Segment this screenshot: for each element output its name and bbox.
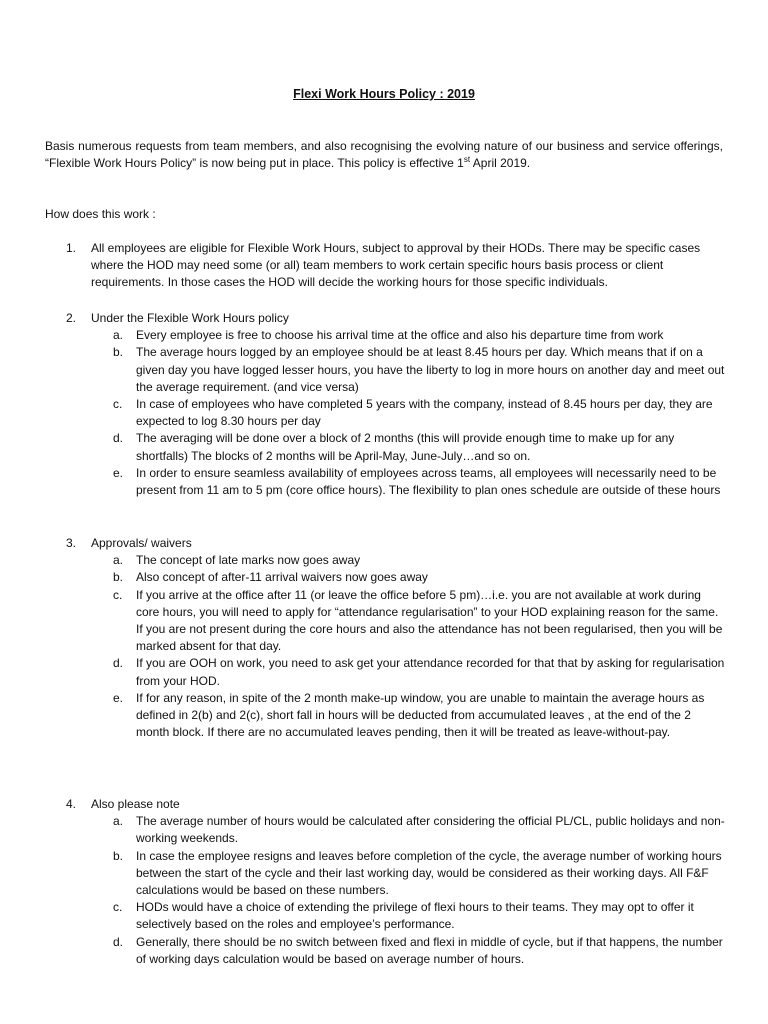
item-letter: a. [113,814,124,829]
list-item [66,465,726,499]
section-3 [66,535,726,741]
item-letter: b. [113,345,124,360]
section-1 [66,240,726,292]
list-item [66,934,726,968]
list-item [66,569,726,586]
item-text: The average hours logged by an employee should be at least 8.45 hours per day. Which means that if on a given day you have logged lesser hours, you have the liberty to log in more hours on another day and meet out the average requirement. (and vice versa) [136,345,725,394]
item-text: Generally, there should be no switch between fixed and flexi in middle of cycle, but if that happens, the number of working days calculation would be based on average number of hours. [136,934,723,966]
list-item [66,813,726,847]
list-item [66,899,726,933]
section-text: All employees are eligible for Flexible Work Hours, subject to approval by their HODs. There may be specific cases where the HOD may need some (or all) team members to work certain specific hours basis process or client requirements. In those cases the HOD will decide the working hours for those specific individuals. [91,241,701,290]
item-letter: c. [113,587,123,602]
item-text: The averaging will be done over a block of 2 months (this will provide enough time to make up for any shortfalls) The blocks of 2 months will be April-May, June-July…and so on. [136,431,675,463]
section-2 [66,310,726,499]
list-item [66,848,726,900]
item-text: In order to ensure seamless availability of employees across teams, all employees will necessarily need to be present from 11 am to 5 pm (core office hours). The flexibility to plan ones schedule are outside of these hours [136,465,721,498]
section-number: 2. [66,311,77,325]
item-text: HODs would have a choice of extending the privilege of flexi hours to their teams. They may opt to offer it selectively based on the roles and employee’s performance. [136,900,694,932]
item-letter: e. [113,690,124,705]
section-text: Under the Flexible Work Hours policy [91,311,289,325]
item-letter: d. [113,934,124,949]
section-text: Also please note [91,797,180,811]
document-title: Flexi Work Hours Policy : 2019 [293,87,475,101]
item-letter: d. [113,656,124,671]
intro-text-end: April 2019. [470,156,531,171]
list-item [66,344,726,396]
list-item [66,587,726,656]
section-1-head [66,240,726,292]
item-text: In case of employees who have completed 5 years with the company, instead of 8.45 hours per day, they are expected to log 8.30 hours per day [136,397,713,429]
item-text: Also concept of after-11 arrival waivers now goes away [136,570,428,585]
item-letter: a. [113,553,124,568]
item-letter: b. [113,570,124,585]
item-text: If you arrive at the office after 11 (or leave the office before 5 pm)…i.e. you are not available at work during core hours, you will need to apply for “attendance regularisation” to your HOD explaining reason for the same. If you are not present during the core hours and also the attendance has not been regularised, then you will be marked absent for that day. [136,587,723,654]
item-text: If you are OOH on work, you need to ask get your attendance recorded for that that by asking for regularisation from your HOD. [136,656,725,688]
list-item [66,396,726,430]
item-letter: a. [113,328,124,343]
how-label: How does this work : [45,207,156,221]
item-letter: c. [113,397,123,412]
list-item [66,655,726,689]
item-text: In case the employee resigns and leaves before completion of the cycle, the average number of working hours between the start of the cycle and their last working day, would be considered as their working days. All F&F calculations would be based on these numbers. [136,848,722,898]
section-number: 1. [66,241,77,255]
item-text: If for any reason, in spite of the 2 month make-up window, you are unable to maintain the average hours as defined in 2(b) and 2(c), short fall in hours will be deducted from accumulated leaves , at the end of the 2 month block. If there are no accumulated leaves pending, then it will be treated as leave-without-pay. [136,690,705,740]
list-item [66,690,726,742]
intro-text: Basis numerous requests from team members, and also recognising the evolving nature of our business and service offerings, “Flexible Work Hours Policy” is now being put in place. This policy is effective 1 [45,139,723,171]
section-4 [66,796,726,968]
intro-paragraph [45,138,723,172]
list-item [66,430,726,464]
item-text: The concept of late marks now goes away [136,553,361,568]
item-text: The average number of hours would be calculated after considering the official PL/CL, public holidays and non-working weekends. [136,814,725,846]
section-2-head [66,310,726,327]
section-3-head [66,535,726,552]
section-4-head [66,796,726,813]
section-number: 4. [66,797,77,811]
item-letter: b. [113,848,124,863]
item-letter: c. [113,900,123,915]
item-letter: d. [113,431,124,446]
intro-superscript: st [463,155,471,165]
item-letter: e. [113,465,124,480]
item-text: Every employee is free to choose his arrival time at the office and also his departure time from work [136,328,664,343]
list-item [66,552,726,569]
section-text: Approvals/ waivers [91,536,192,550]
list-item [66,327,726,344]
section-number: 3. [66,536,77,550]
